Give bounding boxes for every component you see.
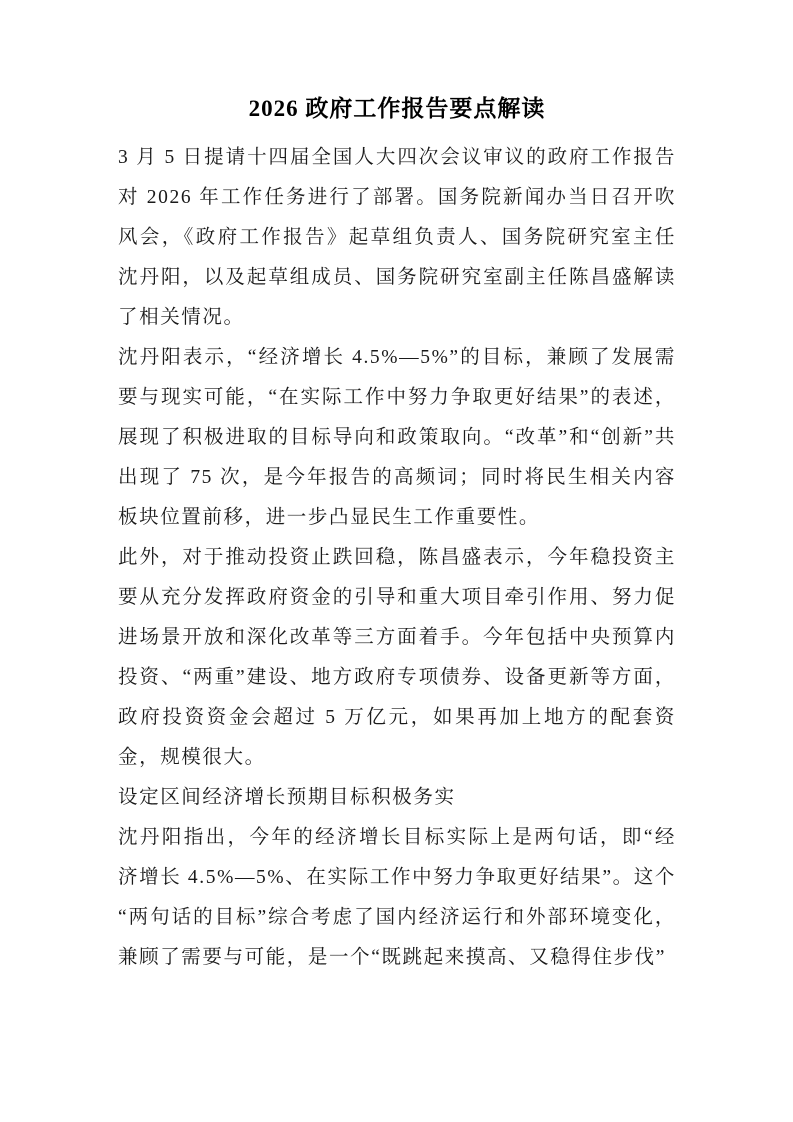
- document-title: 2026 政府工作报告要点解读: [248, 96, 546, 121]
- paragraph-two-sentence-goal: 沈丹阳指出，今年的经济增长目标实际上是两句话，即“经济增长 4.5%—5%、在实际工作中努力争取更好结果”。这个“两句话的目标”综合考虑了国内经济运行和外部环境变化，兼顾了需要与可能，是一个“既跳起来摸高、又稳得住步伐”: [118, 827, 676, 968]
- paragraph-investment: 此外，对于推动投资止跌回稳，陈昌盛表示，今年稳投资主要从充分发挥政府资金的引导和重大项目牵引作用、努力促进场景开放和深化改革等三方面着手。今年包括中央预算内投资、“两重”建设、地方政府专项债券、设备更新等方面，政府投资资金会超过 5 万亿元，如果再加上地方的配套资金，规模很大。: [118, 547, 676, 768]
- section-heading: 设定区间经济增长预期目标积极务实: [118, 787, 456, 808]
- paragraph-growth-target: 沈丹阳表示，“经济增长 4.5%—5%”的目标，兼顾了发展需要与现实可能，“在实际工作中努力争取更好结果”的表述，展现了积极进取的目标导向和政策取向。“改革”和“创新”共出现了 75 次，是今年报告的高频词；同时将民生相关内容板块位置前移，进一步凸显民生工作重要性。: [118, 347, 676, 528]
- paragraph-intro: 3 月 5 日提请十四届全国人大四次会议审议的政府工作报告对 2026 年工作任务进行了部署。国务院新闻办当日召开吹风会，《政府工作报告》起草组负责人、国务院研究室主任沈丹阳，以及起草组成员、国务院研究室副主任陈昌盛解读了相关情况。: [118, 147, 676, 328]
